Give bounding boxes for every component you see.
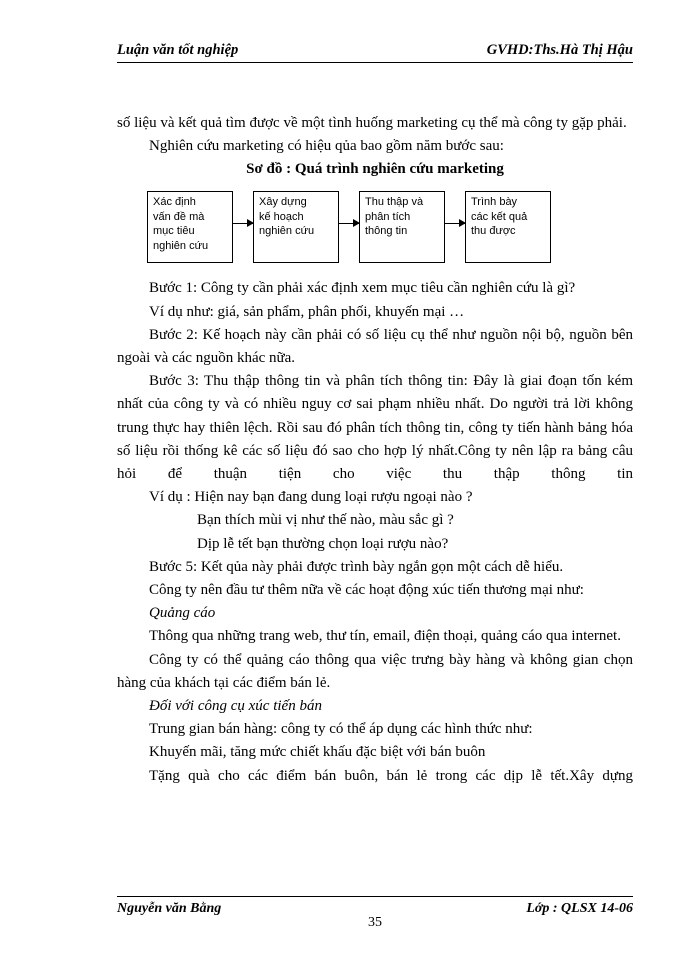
advertising-heading: Quảng cáo bbox=[149, 605, 216, 622]
advertising-paragraph-1: Thông qua những trang web, thư tín, email, điện thoại, quảng cáo qua internet. bbox=[149, 628, 621, 645]
example-question-1: Ví dụ : Hiện nay bạn đang dung loại rượu ngoại nào ? bbox=[149, 489, 473, 506]
example-question-3: Dịp lễ tết bạn thường chọn loại rượu nào? bbox=[197, 535, 449, 552]
step-2: Bước 2: Kế hoạch này cần phải có số liệu cụ thể như nguồn nội bộ, nguồn bên ngoài và các nguồn khác nữa. bbox=[117, 326, 633, 367]
header-thesis-title: Luận văn tốt nghiệp bbox=[117, 42, 239, 58]
promotion-tools-heading: Đối với công cụ xúc tiến bán bbox=[149, 698, 322, 715]
intro-continuation: số liệu và kết quả tìm được về một tình huống marketing cụ thể mà công ty gặp phải. bbox=[117, 115, 627, 131]
promotion-paragraph-2: Khuyến mãi, tăng mức chiết khấu đặc biệt với bán buôn bbox=[149, 744, 486, 761]
diagram-box-define-problem: Xác định vấn đề mà mục tiêu nghiên cứu bbox=[147, 191, 233, 263]
page-number: 35 bbox=[368, 915, 382, 930]
advertising-paragraph-2: Công ty có thể quảng cáo thông qua việc trưng bày hàng và không gian chọn hàng của khách tại các điểm bán lẻ. bbox=[117, 651, 633, 691]
arrow-right-icon bbox=[233, 223, 253, 224]
page-header bbox=[117, 38, 633, 63]
step-1: Bước 1: Công ty cần phải xác định xem mục tiêu cần nghiên cứu là gì? bbox=[149, 280, 576, 297]
footer-author: Nguyễn văn Bằng bbox=[117, 901, 222, 916]
research-process-diagram bbox=[117, 183, 633, 275]
diagram-box-research-plan: Xây dựng kế hoạch nghiên cứu bbox=[253, 191, 339, 263]
promotion-paragraph-3: Tặng quà cho các điểm bán buôn, bán lẻ trong các dịp lễ tết.Xây dựng bbox=[149, 767, 633, 784]
example-question-2: Bạn thích mùi vị như thế nào, màu sắc gì ? bbox=[197, 512, 454, 529]
steps-intro: Nghiên cứu marketing có hiệu qủa bao gồm năm bước sau: bbox=[149, 138, 504, 155]
step-3: Bước 3: Thu thập thông tin và phân tích thông tin: Đây là giai đoạn tốn kém nhất của công ty và có nhiều nguy cơ sai phạm nhiều nhất. Do người trả lời không trung thực hay thiên lệch. Rồi sau đó phân tích thông tin, công ty tiến hành bảng hóa số liệu rồi thống kê các số liệu đó sao cho hợp lý nhất.Công ty nên lập ra bảng câu hỏi để thuận tiện cho việc thu thập thông tin bbox=[117, 373, 633, 483]
header-advisor: GVHD:Ths.Hà Thị Hậu bbox=[486, 42, 633, 58]
page-footer bbox=[117, 896, 633, 937]
promotion-paragraph-1: Trung gian bán hàng: công ty có thể áp dụng các hình thức như: bbox=[149, 721, 533, 738]
promotion-intro: Công ty nên đầu tư thêm nữa về các hoạt động xúc tiến thương mại như: bbox=[149, 582, 584, 599]
arrow-right-icon bbox=[445, 223, 465, 224]
footer-class: Lớp : QLSX 14-06 bbox=[526, 901, 633, 916]
diagram-box-present-results: Trình bày các kết quả thu được bbox=[465, 191, 551, 263]
diagram-title: Sơ đồ : Quá trình nghiên cứu marketing bbox=[246, 161, 504, 178]
diagram-box-collect-analyze: Thu thập và phân tích thông tin bbox=[359, 191, 445, 263]
step-1-example: Ví dụ như: giá, sản phẩm, phân phối, khuyến mại … bbox=[149, 303, 465, 320]
arrow-right-icon bbox=[339, 223, 359, 224]
step-5: Bước 5: Kết qủa này phải được trình bày ngắn gọn một cách dễ hiểu. bbox=[149, 558, 564, 575]
page-body bbox=[117, 112, 633, 788]
